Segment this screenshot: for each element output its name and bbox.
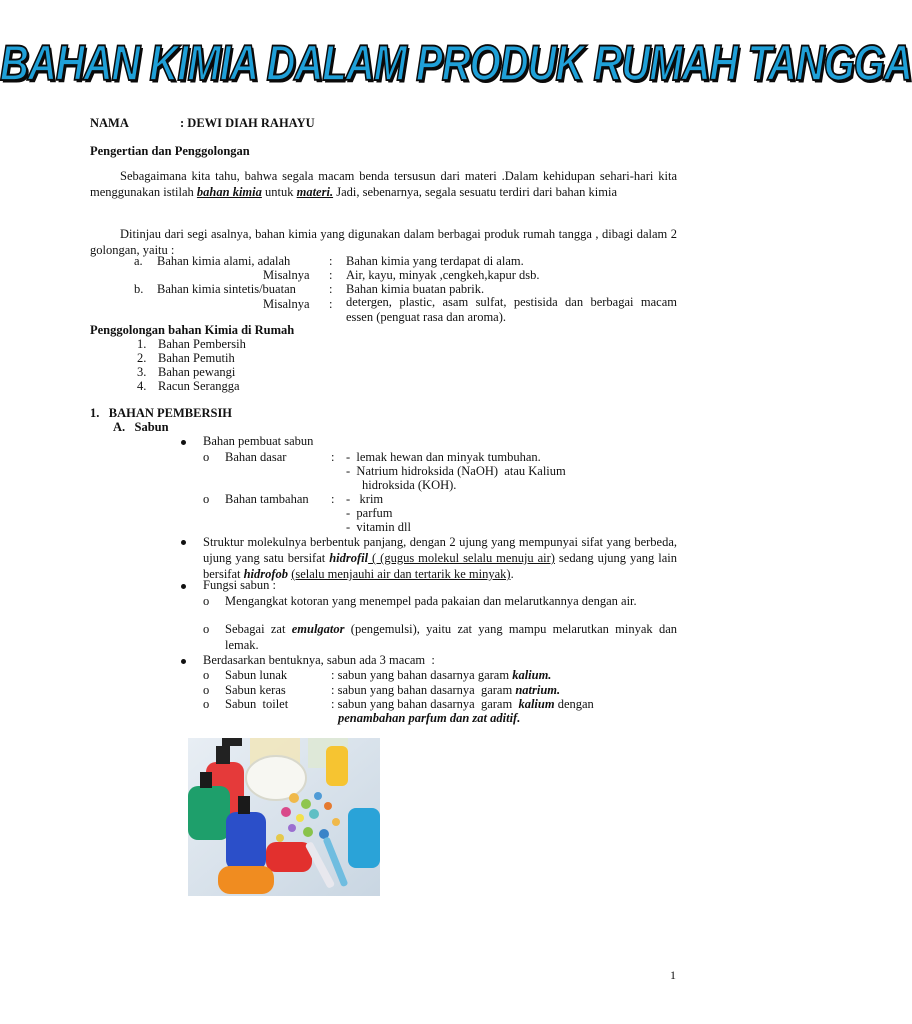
bahan-pembuat-label: Bahan pembuat sabun [203, 434, 314, 448]
bentuk-em: kalium. [512, 668, 552, 682]
bentuk-desc-text: : sabun yang bahan dasarnya garam [331, 668, 513, 682]
golongan-colon: : [329, 297, 333, 311]
list-number: 4. [137, 379, 147, 393]
fungsi-label: Fungsi sabun : [203, 578, 276, 592]
bentuk-name: Sabun lunak [225, 668, 288, 682]
term-bahan-kimia: bahan kimia [196, 185, 262, 199]
term-hidrofob: hidrofob [243, 567, 289, 581]
circle-bullet-icon: o [203, 450, 210, 464]
circle-bullet-icon: o [203, 697, 210, 711]
bentuk-em: kalium [518, 697, 555, 711]
bahan-tambahan-item: - vitamin dll [346, 520, 411, 534]
soap-products-illustration [188, 738, 380, 896]
golongan-def: Air, kayu, minyak ,cengkeh,kapur dsb. [346, 268, 540, 282]
bahan-dasar-label: Bahan dasar [225, 450, 287, 464]
bahan-dasar-item: - Natrium hidroksida (NaOH) atau Kalium [346, 464, 566, 478]
bentuk-label: Berdasarkan bentuknya, sabun ada 3 macam : [203, 653, 435, 667]
list-number: 1. [137, 337, 147, 351]
hidrofil-desc: ( (gugus molekul selalu menuju air) [368, 551, 555, 565]
paragraph-text: Struktur molekulnya berbentuk panjang, dengan 2 ujung yang mempunyai sifat yang berbeda, ujung yang satu bersifat [203, 535, 677, 565]
circle-bullet-icon: o [203, 622, 210, 636]
golongan-def: Bahan kimia buatan pabrik. [346, 282, 485, 296]
golongan-colon: : [329, 254, 333, 268]
soap-products-photo [188, 738, 380, 896]
page-number: 1 [670, 968, 676, 982]
bullet-icon [181, 659, 186, 664]
bentuk-desc [331, 668, 551, 682]
bullet-icon [181, 540, 186, 545]
list-number: 3. [137, 365, 147, 379]
golongan-colon: : [329, 268, 333, 282]
paragraph-pengertian [90, 168, 677, 200]
list-number: 2. [137, 351, 147, 365]
list-item: Bahan Pembersih [158, 337, 246, 351]
list-item: Racun Serangga [158, 379, 240, 393]
bullet-icon [181, 584, 186, 589]
term-hidrofil: hidrofil [329, 551, 369, 565]
fungsi-item [225, 621, 677, 653]
bentuk-desc [331, 683, 560, 697]
bentuk-name: Sabun toilet [225, 697, 289, 711]
nama-label: NAMA [90, 116, 129, 130]
bahan-tambahan-item: - krim [346, 492, 384, 506]
bentuk-tail: dengan [554, 697, 594, 711]
golongan-term: Misalnya [263, 268, 310, 282]
bentuk-name: Sabun keras [225, 683, 286, 697]
bahan-dasar-item: hidroksida (KOH). [362, 478, 457, 492]
golongan-term: Misalnya [263, 297, 310, 311]
golongan-colon: : [329, 282, 333, 296]
paragraph-ditinjau: Ditinjau dari segi asalnya, bahan kimia yang digunakan dalam berbagai produk rumah tangga , dibagi dalam 2 golongan, yaitu : [90, 227, 677, 257]
colon: : [331, 450, 335, 464]
list-item: Bahan Pemutih [158, 351, 235, 365]
nama-value: : DEWI DIAH RAHAYU [180, 116, 315, 130]
paragraph-struktur [203, 534, 677, 582]
bentuk-toilet-tail: penambahan parfum dan zat aditif. [338, 711, 521, 725]
fungsi-item: Mengangkat kotoran yang menempel pada pakaian dan melarutkannya dengan air. [225, 594, 637, 608]
term-materi: materi. [296, 185, 334, 199]
paragraph-text: sedang ujung yang lain bersifat [203, 551, 677, 581]
term-emulgator: emulgator [291, 622, 345, 636]
hidrofob-desc: (selalu menjauhi air dan tertarik ke minyak) [291, 567, 511, 581]
bullet-icon [181, 440, 186, 445]
bentuk-em: natrium. [515, 683, 561, 697]
golongan-letter: a. [134, 254, 143, 268]
circle-bullet-icon: o [203, 668, 210, 682]
paragraph-text: Sebagai zat [225, 622, 292, 636]
circle-bullet-icon: o [203, 492, 210, 506]
section-heading-pembersih: 1. BAHAN PEMBERSIH [90, 406, 233, 420]
section-heading-pengertian: Pengertian dan Penggolongan [90, 144, 250, 158]
golongan-def: detergen, plastic, asam sulfat, pestisida dan berbagai macam essen (penguat rasa dan aroma). [346, 295, 677, 324]
paragraph-text: untuk [261, 185, 297, 199]
golongan-term: Bahan kimia alami, adalah [157, 254, 291, 268]
golongan-term: Bahan kimia sintetis/buatan [157, 282, 296, 296]
bahan-dasar-item: - lemak hewan dan minyak tumbuhan. [346, 450, 541, 464]
paragraph-text: Sebagaimana kita tahu, bahwa segala macam benda tersusun dari materi .Dalam kehidupan sehari-hari kita menggunakan istilah [90, 169, 677, 199]
circle-bullet-icon: o [203, 594, 210, 608]
circle-bullet-icon: o [203, 683, 210, 697]
golongan-letter: b. [134, 282, 144, 296]
golongan-def: Bahan kimia yang terdapat di alam. [346, 254, 524, 268]
paragraph-text: Jadi, sebenarnya, segala sesuatu terdiri dari bahan kimia [333, 185, 618, 199]
colon: : [331, 492, 335, 506]
bahan-tambahan-label: Bahan tambahan [225, 492, 309, 506]
paragraph-text: (pengemulsi), yaitu zat yang mampu melarutkan minyak dan lemak. [225, 622, 678, 652]
bentuk-desc-text: : sabun yang bahan dasarnya garam [331, 683, 516, 697]
bentuk-desc-text: : sabun yang bahan dasarnya garam [331, 697, 519, 711]
document-title: BAHAN KIMIA DALAM PRODUK RUMAH TANGGA [0, 36, 912, 91]
paragraph-text: . [510, 567, 514, 581]
bentuk-desc [331, 697, 594, 711]
bahan-tambahan-item: - parfum [346, 506, 393, 520]
list-item: Bahan pewangi [158, 365, 236, 379]
section-heading-penggolongan: Penggolongan bahan Kimia di Rumah [90, 323, 295, 337]
subheading-sabun: A. Sabun [113, 420, 169, 434]
